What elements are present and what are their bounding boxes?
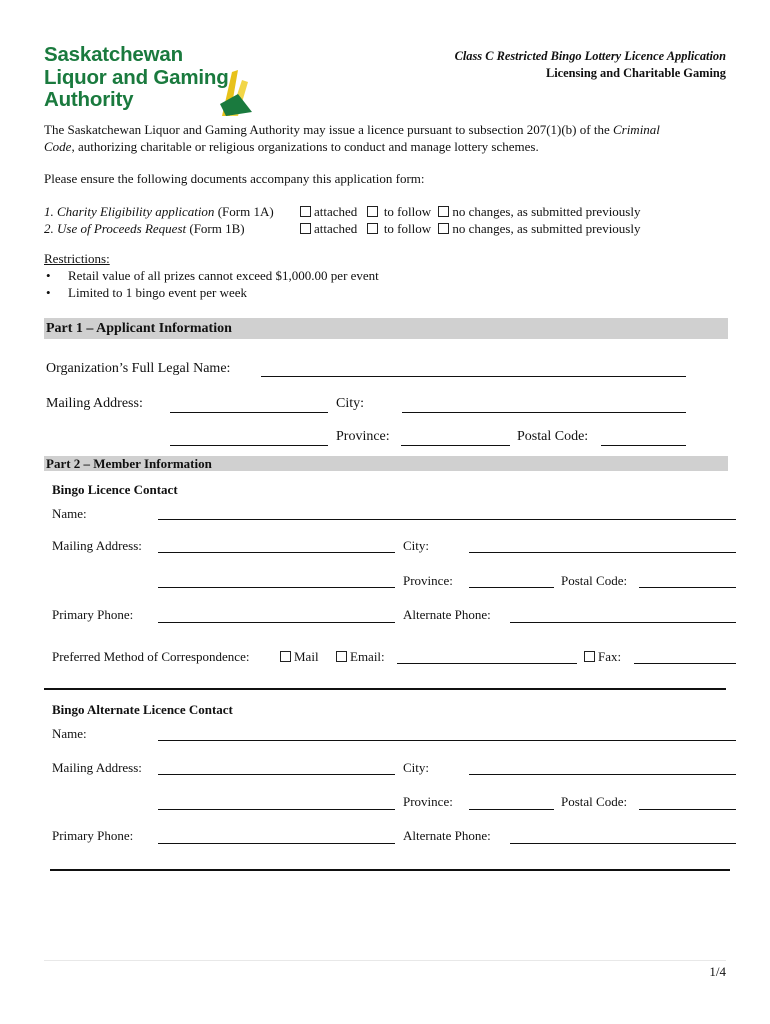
to-follow-checkbox[interactable]	[367, 206, 378, 217]
alternate-mailing-input[interactable]	[158, 774, 395, 775]
slga-logo	[44, 44, 229, 112]
page-number: 1/4	[709, 964, 726, 979]
alternate-postal-input[interactable]	[639, 809, 736, 810]
form-subtitle: Licensing and Charitable Gaming	[545, 65, 726, 80]
document-options-2	[300, 220, 640, 237]
restriction-item: • Limited to 1 bingo event per week	[44, 284, 379, 301]
province-input[interactable]	[401, 445, 510, 446]
opt-label: to follow	[383, 204, 432, 219]
opt-label: attached	[314, 204, 358, 219]
section-divider	[44, 688, 726, 690]
contact-phone-label: Primary Phone:	[52, 607, 134, 622]
intro-paragraph	[44, 121, 734, 155]
org-name-label: Organization’s Full Legal Name:	[46, 361, 231, 376]
postal-code-label: Postal Code:	[517, 429, 589, 444]
contact-alt-phone-input[interactable]	[510, 622, 736, 623]
contact-postal-input[interactable]	[639, 587, 736, 588]
province-label: Province:	[336, 429, 390, 444]
alternate-postal-label: Postal Code:	[561, 794, 628, 809]
intro-criminal: Criminal	[612, 122, 660, 137]
contact-phone-input[interactable]	[158, 622, 395, 623]
doc-num: 2.	[44, 221, 57, 236]
intro-text-1: The Saskatchewan Liquor and Gaming Authority may issue a licence pursuant to subsection 207(1)(b) of the	[44, 122, 613, 137]
postal-code-input[interactable]	[601, 445, 686, 446]
alternate-province-input[interactable]	[469, 809, 554, 810]
contact-name-input[interactable]	[158, 519, 736, 520]
doc-form: (Form 1A)	[214, 204, 274, 219]
pref-fax-option[interactable]	[584, 648, 621, 665]
doc-form: (Form 1B)	[186, 221, 245, 236]
contact-city-label: City:	[403, 538, 430, 553]
form-title: Class C Restricted Bingo Lottery Licence Application	[454, 49, 726, 63]
document-options-1	[300, 203, 640, 220]
section-divider	[50, 869, 730, 871]
contact-city-input[interactable]	[469, 552, 736, 553]
alternate-name-input[interactable]	[158, 740, 736, 741]
form-header	[455, 48, 726, 81]
org-name-input[interactable]	[261, 376, 686, 377]
alternate-province-label: Province:	[403, 794, 453, 809]
restrictions	[44, 250, 379, 301]
doc-name: Charity Eligibility application	[57, 204, 215, 219]
alternate-alt-phone-label: Alternate Phone:	[403, 828, 491, 843]
part2-header: Part 2 – Member Information	[44, 456, 728, 471]
documents-instruction: Please ensure the following documents accompany this application form:	[44, 171, 425, 186]
logo-line-3: Authority	[44, 88, 134, 111]
contact-postal-label: Postal Code:	[561, 573, 628, 588]
document-row-1	[44, 203, 274, 220]
contact-province-label: Province:	[403, 573, 453, 588]
doc-name: Use of Proceeds Request	[57, 221, 187, 236]
alternate-city-input[interactable]	[469, 774, 736, 775]
mailing-address-input-2[interactable]	[170, 445, 328, 446]
part1-header: Part 1 – Applicant Information	[44, 318, 728, 339]
intro-text-2: , authorizing charitable or religious organizations to conduct and manage lottery schemes.	[71, 139, 539, 154]
alternate-phone-label: Primary Phone:	[52, 828, 134, 843]
alternate-title: Bingo Alternate Licence Contact	[52, 702, 233, 717]
restriction-item: • Retail value of all prizes cannot exceed $1,000.00 per event	[44, 267, 379, 284]
contact-mailing-input-2[interactable]	[158, 587, 395, 588]
opt-label: to follow	[383, 221, 432, 236]
alternate-name-label: Name:	[52, 726, 87, 741]
pref-email-option[interactable]	[336, 648, 385, 665]
attached-checkbox[interactable]	[300, 223, 311, 234]
contact-mailing-input[interactable]	[158, 552, 395, 553]
attached-checkbox[interactable]	[300, 206, 311, 217]
contact-alt-phone-label: Alternate Phone:	[403, 607, 491, 622]
restrictions-title: Restrictions:	[44, 251, 110, 266]
contact-fax-input[interactable]	[634, 663, 736, 664]
wheat-leaf-icon	[218, 66, 254, 118]
contact-name-label: Name:	[52, 506, 87, 521]
city-label: City:	[336, 396, 365, 411]
footer-rule	[44, 960, 726, 961]
mailing-address-input[interactable]	[170, 412, 328, 413]
document-row-2	[44, 220, 245, 237]
fax-label: Fax:	[598, 649, 622, 664]
intro-code: Code	[44, 139, 72, 154]
opt-label: no changes, as submitted previously	[452, 204, 641, 219]
alternate-phone-input[interactable]	[158, 843, 395, 844]
email-checkbox[interactable]	[336, 651, 347, 662]
pref-mail-option[interactable]	[280, 648, 319, 665]
contact-mailing-label: Mailing Address:	[52, 538, 142, 553]
contact-email-input[interactable]	[397, 663, 577, 664]
alternate-city-label: City:	[403, 760, 430, 775]
mailing-address-label: Mailing Address:	[46, 396, 143, 411]
contact-title: Bingo Licence Contact	[52, 482, 178, 497]
opt-label: attached	[314, 221, 358, 236]
alternate-mailing-label: Mailing Address:	[52, 760, 142, 775]
fax-checkbox[interactable]	[584, 651, 595, 662]
logo-line-1: Saskatchewan	[44, 43, 183, 66]
doc-num: 1.	[44, 204, 57, 219]
email-label: Email:	[350, 649, 385, 664]
logo-line-2: Liquor and Gaming	[44, 65, 229, 89]
opt-label: no changes, as submitted previously	[452, 221, 641, 236]
city-input[interactable]	[402, 412, 686, 413]
pref-correspondence-label: Preferred Method of Correspondence:	[52, 649, 250, 664]
alternate-mailing-input-2[interactable]	[158, 809, 395, 810]
mail-label: Mail	[294, 649, 319, 664]
mail-checkbox[interactable]	[280, 651, 291, 662]
no-changes-checkbox[interactable]	[438, 206, 449, 217]
no-changes-checkbox[interactable]	[438, 223, 449, 234]
alternate-alt-phone-input[interactable]	[510, 843, 736, 844]
contact-province-input[interactable]	[469, 587, 554, 588]
to-follow-checkbox[interactable]	[367, 223, 378, 234]
